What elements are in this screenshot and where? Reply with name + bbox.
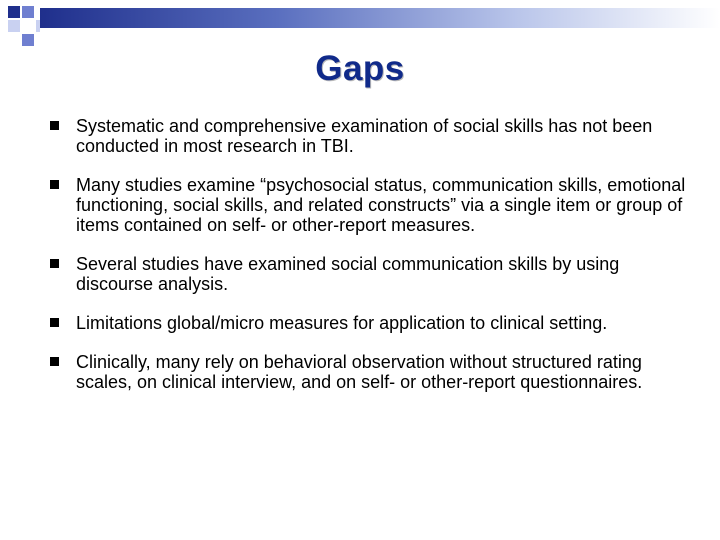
square-bullet-icon (50, 180, 59, 189)
bullet-text-2: Many studies examine “psychosocial status, communication skills, emotional functioning, social skills, and related constructs” via a single item or group of items contained on self- or other-report measures. (76, 175, 686, 235)
bullet-item-3 (50, 254, 700, 294)
bullet-item-1 (50, 116, 700, 156)
header-gradient-bar (40, 8, 720, 38)
bullet-text-1: Systematic and comprehensive examination of social skills has not been conducted in most research in TBI. (76, 116, 653, 156)
bullet-text-3: Several studies have examined social communication skills by using discourse analysis. (76, 254, 620, 294)
square-bullet-icon (50, 318, 59, 327)
bullet-text-4: Limitations global/micro measures for application to clinical setting. (76, 313, 608, 333)
bullet-item-5 (50, 352, 700, 392)
bullet-item-2 (50, 175, 700, 235)
square-bullet-icon (50, 259, 59, 268)
bullet-item-4 (50, 313, 700, 333)
slide-title: Gaps (315, 49, 405, 88)
square-bullet-icon (50, 357, 59, 366)
bullet-text-5: Clinically, many rely on behavioral observation without structured rating scales, on clinical interview, and on self- or other-report questionnaires. (76, 352, 643, 392)
square-bullet-icon (50, 121, 59, 130)
bullet-list (50, 116, 700, 411)
